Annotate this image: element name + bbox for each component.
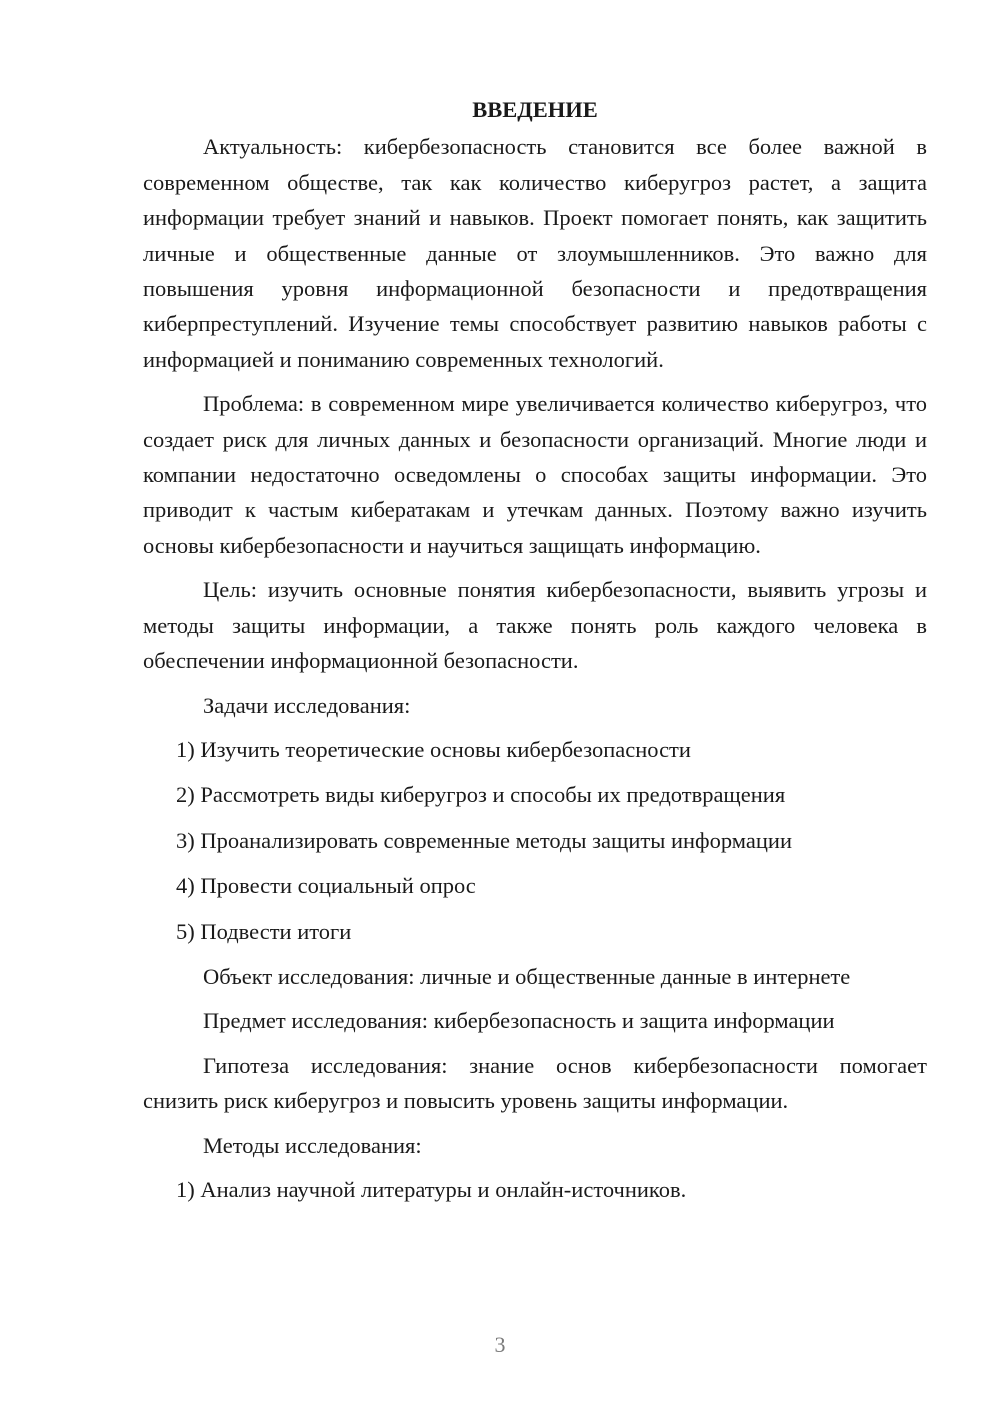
- paragraph-problem: Проблема: в современном мире увеличивается количество киберугроз, что создает риск для личных данных и безопасности организаций. Многие люди и компании недостаточно осведомлены о способах защиты информации. Это приводит к частым кибератакам и утечкам данных. Поэтому важно изучить основы кибербезопасности и научиться защищать информацию.: [143, 391, 927, 558]
- methods-heading: Методы исследования:: [203, 1132, 422, 1158]
- task-item-3: 3) Проанализировать современные методы защиты информации: [176, 827, 792, 853]
- paragraph-goal: Цель: изучить основные понятия кибербезопасности, выявить угрозы и методы защиты информации, а также понять роль каждого человека в обеспечении информационной безопасности.: [143, 577, 927, 674]
- method-item-1: 1) Анализ научной литературы и онлайн-источников.: [176, 1176, 687, 1202]
- page-content: [143, 92, 927, 1217]
- section-title: ВВЕДЕНИЕ: [472, 97, 598, 122]
- task-item-4: 4) Провести социальный опрос: [176, 873, 476, 899]
- task-item-2: 2) Рассмотреть виды киберугроз и способы их предотвращения: [176, 782, 786, 808]
- page-number: 3: [494, 1332, 506, 1357]
- tasks-heading: Задачи исследования:: [203, 692, 411, 718]
- paragraph-subject: Предмет исследования: кибербезопасность и защита информации: [203, 1008, 835, 1034]
- paragraph-hypothesis: Гипотеза исследования: знание основ кибербезопасности помогает снизить риск киберугроз и повысить уровень защиты информации.: [143, 1052, 927, 1114]
- task-item-1: 1) Изучить теоретические основы кибербезопасности: [176, 736, 691, 762]
- paragraph-relevance: Актуальность: кибербезопасность становится все более важной в современном обществе, так как количество киберугроз растет, а защита информации требует знаний и навыков. Проект помогает понять, как защитить личные и общественные данные от злоумышленников. Это важно для повышения уровня информационной безопасности и предотвращения киберпреступлений. Изучение темы способствует развитию навыков работы с информацией и пониманию современных технологий.: [143, 134, 927, 372]
- paragraph-object: Объект исследования: личные и общественные данные в интернете: [203, 963, 851, 989]
- task-item-5: 5) Подвести итоги: [176, 918, 352, 944]
